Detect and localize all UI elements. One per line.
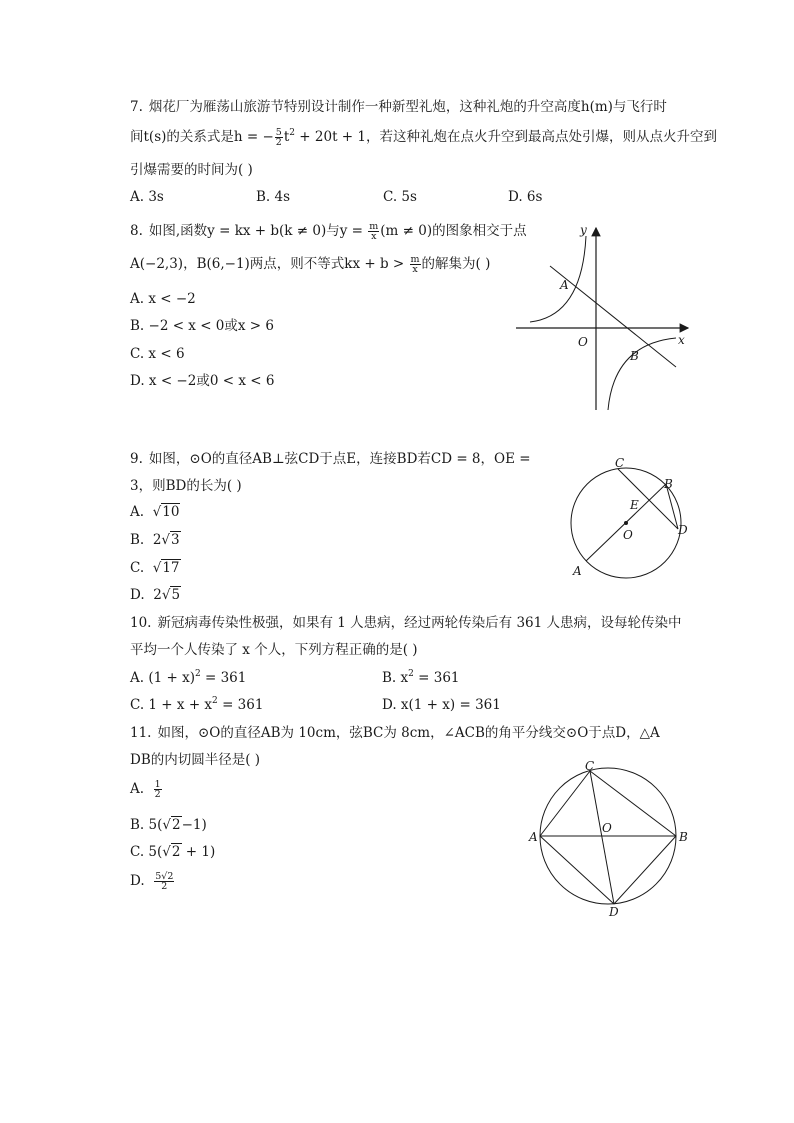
q10-option-d[interactable]: D. x(1 + x) = 361 bbox=[382, 697, 501, 713]
label-y: y bbox=[580, 223, 587, 237]
q11-option-d[interactable]: D. $\frac{5√2}{2}$ bbox=[130, 871, 174, 892]
q8-line2: A(−2,3)，B(6,−1)两点，则不等式kx + b > $\frac{m}{x}$ 的解集为( ) bbox=[130, 254, 491, 275]
q9-line1: 9. 如图，⊙O的直径AB⊥弦CD于点E，连接BD若CD = 8，OE = bbox=[130, 451, 531, 467]
q7-fraction: $\frac{5}{2}$ bbox=[275, 127, 282, 148]
q7-line3: 引爆需要的时间为( ) bbox=[130, 162, 253, 178]
svg-text:D: D bbox=[678, 523, 688, 537]
q11-option-a[interactable]: A. $\frac{1}{2}$ bbox=[130, 779, 161, 800]
q11-line2: DB的内切圆半径是( ) bbox=[130, 752, 261, 768]
q8-option-b[interactable]: B. −2 < x < 0或x > 6 bbox=[130, 318, 274, 334]
q7-option-d[interactable]: D. 6s bbox=[508, 189, 543, 205]
linear-function-line bbox=[550, 266, 676, 367]
svg-text:A: A bbox=[573, 564, 582, 578]
q9-option-a[interactable]: A. √10 bbox=[130, 504, 180, 520]
chord-cd bbox=[590, 771, 614, 904]
q10-option-b[interactable]: B. $x^2 = 361$ bbox=[382, 669, 460, 686]
svg-text:O: O bbox=[602, 821, 612, 835]
svg-text:A: A bbox=[529, 830, 538, 844]
svg-text:C: C bbox=[585, 759, 595, 773]
svg-text:O: O bbox=[623, 528, 633, 542]
q7-option-b[interactable]: B. 4s bbox=[256, 189, 291, 205]
q9-circle-figure bbox=[560, 455, 700, 585]
label-o: O bbox=[578, 335, 588, 349]
svg-text:B: B bbox=[679, 830, 688, 844]
q8-option-a[interactable]: A. x < −2 bbox=[130, 291, 196, 307]
q8-option-c[interactable]: C. x < 6 bbox=[130, 346, 185, 362]
svg-text:C: C bbox=[615, 456, 625, 470]
svg-text:D: D bbox=[609, 905, 619, 919]
q7-option-c[interactable]: C. 5s bbox=[383, 189, 417, 205]
chord-ad bbox=[540, 836, 614, 904]
q10-option-a[interactable]: A. $(1 + x)^2 = 361$ bbox=[130, 669, 247, 686]
q11-option-b[interactable]: B. 5(√2−1) bbox=[130, 817, 207, 833]
q11-line1: 11. 如图，⊙O的直径AB为 10cm，弦BC为 8cm，∠ACB的角平分线交⊙O于点D，△A bbox=[130, 725, 660, 741]
q7-option-a[interactable]: A. 3s bbox=[130, 189, 164, 205]
label-a: A bbox=[560, 278, 569, 292]
hyperbola-branch-upper bbox=[530, 236, 586, 322]
q10-option-c[interactable]: C. $1 + x + x^2 = 361$ bbox=[130, 696, 264, 713]
q7-line2: 间t(s)的关系式是h = − $\frac{5}{2}$ $t^2 + 20t + 1$，若这种礼炮在点火升空到最高点处引爆，则从点火升空到 bbox=[130, 127, 717, 148]
chord-ac bbox=[540, 771, 590, 836]
svg-text:B: B bbox=[664, 477, 673, 491]
q10-line2: 平均一个人传染了 x 个人，下列方程正确的是( ) bbox=[130, 642, 418, 658]
center-point bbox=[624, 521, 628, 525]
q9-line2: 3，则BD的长为( ) bbox=[130, 478, 242, 494]
q9-option-d[interactable]: D. 2√5 bbox=[130, 587, 181, 603]
q7-line1: 7. 烟花厂为雁荡山旅游节特别设计制作一种新型礼炮，这种礼炮的升空高度h(m)与飞行时 bbox=[130, 99, 667, 115]
q8-graph-figure bbox=[510, 220, 700, 415]
svg-text:E: E bbox=[630, 498, 639, 512]
hyperbola-branch-lower bbox=[608, 338, 676, 410]
q8-line1: 8. 如图,函数y = kx + b(k ≠ 0)与y = $\frac{m}{x}$ (m ≠ 0)的图象相交于点 bbox=[130, 221, 527, 242]
q8-option-d[interactable]: D. x < −2或0 < x < 6 bbox=[130, 373, 275, 389]
q9-option-c[interactable]: C. √17 bbox=[130, 560, 180, 576]
label-x: x bbox=[678, 333, 685, 347]
label-b: B bbox=[630, 349, 639, 363]
q10-line1: 10. 新冠病毒传染性极强，如果有 1 人患病，经过两轮传染后有 361 人患病，设每轮传染中 bbox=[130, 615, 682, 631]
q11-circle-figure bbox=[525, 760, 695, 920]
q9-option-b[interactable]: B. 2√3 bbox=[130, 532, 180, 548]
q11-option-c[interactable]: C. 5(√2 + 1) bbox=[130, 844, 216, 860]
